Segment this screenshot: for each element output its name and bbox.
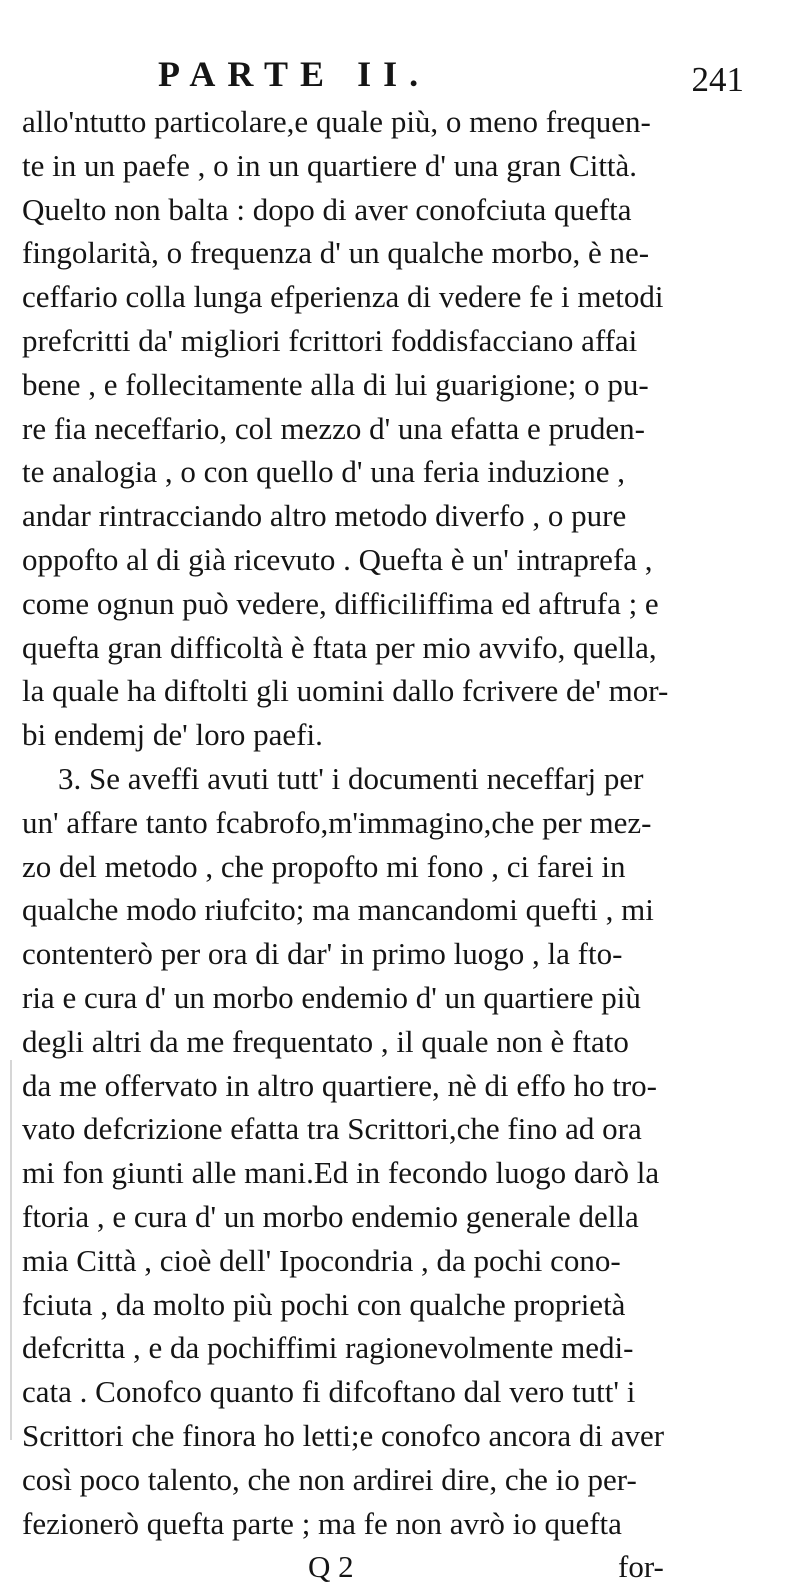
text-line: andar rintracciando altro metodo diverfo , o pure <box>22 498 627 534</box>
text-line: degli altri da me frequentato , il quale non è ftato <box>22 1023 629 1059</box>
body-text <box>22 100 792 1589</box>
binding-shadow <box>10 1060 12 1440</box>
text-line: un' affare tanto fcabrofo,m'immagino,che per mez- <box>22 804 652 840</box>
text-line: fingolarità, o frequenza d' un qualche morbo, è ne- <box>22 235 650 271</box>
text-line: te analogia , o con quello d' una feria induzione , <box>22 454 625 490</box>
text-line: fezionerò quefta parte ; ma fe non avrò io quefta <box>22 1505 622 1541</box>
page-header <box>0 44 800 104</box>
text-line: ria e cura d' un morbo endemio d' un quartiere più <box>22 979 641 1015</box>
text-line: così poco talento, che non ardirei dire, che io per- <box>22 1461 637 1497</box>
paragraph-start-line: 3. Se aveffi avuti tutt' i documenti neceffarj per <box>58 760 644 796</box>
page-footer <box>22 1545 792 1589</box>
text-line: defcritta , e da pochiffimi ragionevolmente medi- <box>22 1330 634 1366</box>
signature-mark: Q 2 <box>308 1549 354 1585</box>
text-line: prefcritti da' migliori fcrittori foddisfacciano affai <box>22 322 638 358</box>
text-line: bene , e follecitamente alla di lui guarigione; o pu- <box>22 366 649 402</box>
text-line: te in un paefe , o in un quartiere d' una gran Città. <box>22 147 638 183</box>
text-line: contenterò per ora di dar' in primo luogo , la fto- <box>22 936 623 972</box>
text-line: come ognun può vedere, difficiliffima ed aftrufa ; e <box>22 585 659 621</box>
running-head: PARTE II. <box>158 54 431 94</box>
text-line: Quelto non balta : dopo di aver conofciuta quefta <box>22 191 632 227</box>
page-number: 241 <box>691 60 744 99</box>
text-line: mi fon giunti alle mani.Ed in fecondo luogo darò la <box>22 1155 660 1191</box>
text-line: cata . Conofco quanto fi difcoftano dal vero tutt' i <box>22 1374 636 1410</box>
text-line: bi endemj de' loro paefi. <box>22 717 323 753</box>
text-line: la quale ha diftolti gli uomini dallo fcrivere de' mor- <box>22 673 669 709</box>
text-line: allo'ntutto particolare,e quale più, o meno frequen- <box>22 104 651 139</box>
text-line: oppofto al di già ricevuto . Quefta è un' intraprefa , <box>22 541 653 577</box>
text-line: mia Città , cioè dell' Ipocondria , da pochi cono- <box>22 1242 621 1278</box>
text-line: Scrittori che finora ho letti;e conofco ancora di aver <box>22 1417 665 1453</box>
text-line: vato defcrizione efatta tra Scrittori,che fino ad ora <box>22 1111 642 1147</box>
text-line: ftoria , e cura d' un morbo endemio generale della <box>22 1198 639 1234</box>
text-line: re fia neceffario, col mezzo d' una efatta e pruden- <box>22 410 645 446</box>
text-line: qualche modo riufcito; ma mancandomi quefti , mi <box>22 892 654 928</box>
text-line: da me offervato in altro quartiere, nè di effo ho tro- <box>22 1067 657 1103</box>
text-line: quefta gran difficoltà è ftata per mio avvifo, quella, <box>22 629 657 665</box>
text-line: ceffario colla lunga efperienza di vedere fe i metodi <box>22 279 664 315</box>
catchword: for- <box>618 1549 664 1585</box>
text-line: fciuta , da molto più pochi con qualche proprietà <box>22 1286 626 1322</box>
text-line: zo del metodo , che propofto mi fono , ci farei in <box>22 848 626 884</box>
